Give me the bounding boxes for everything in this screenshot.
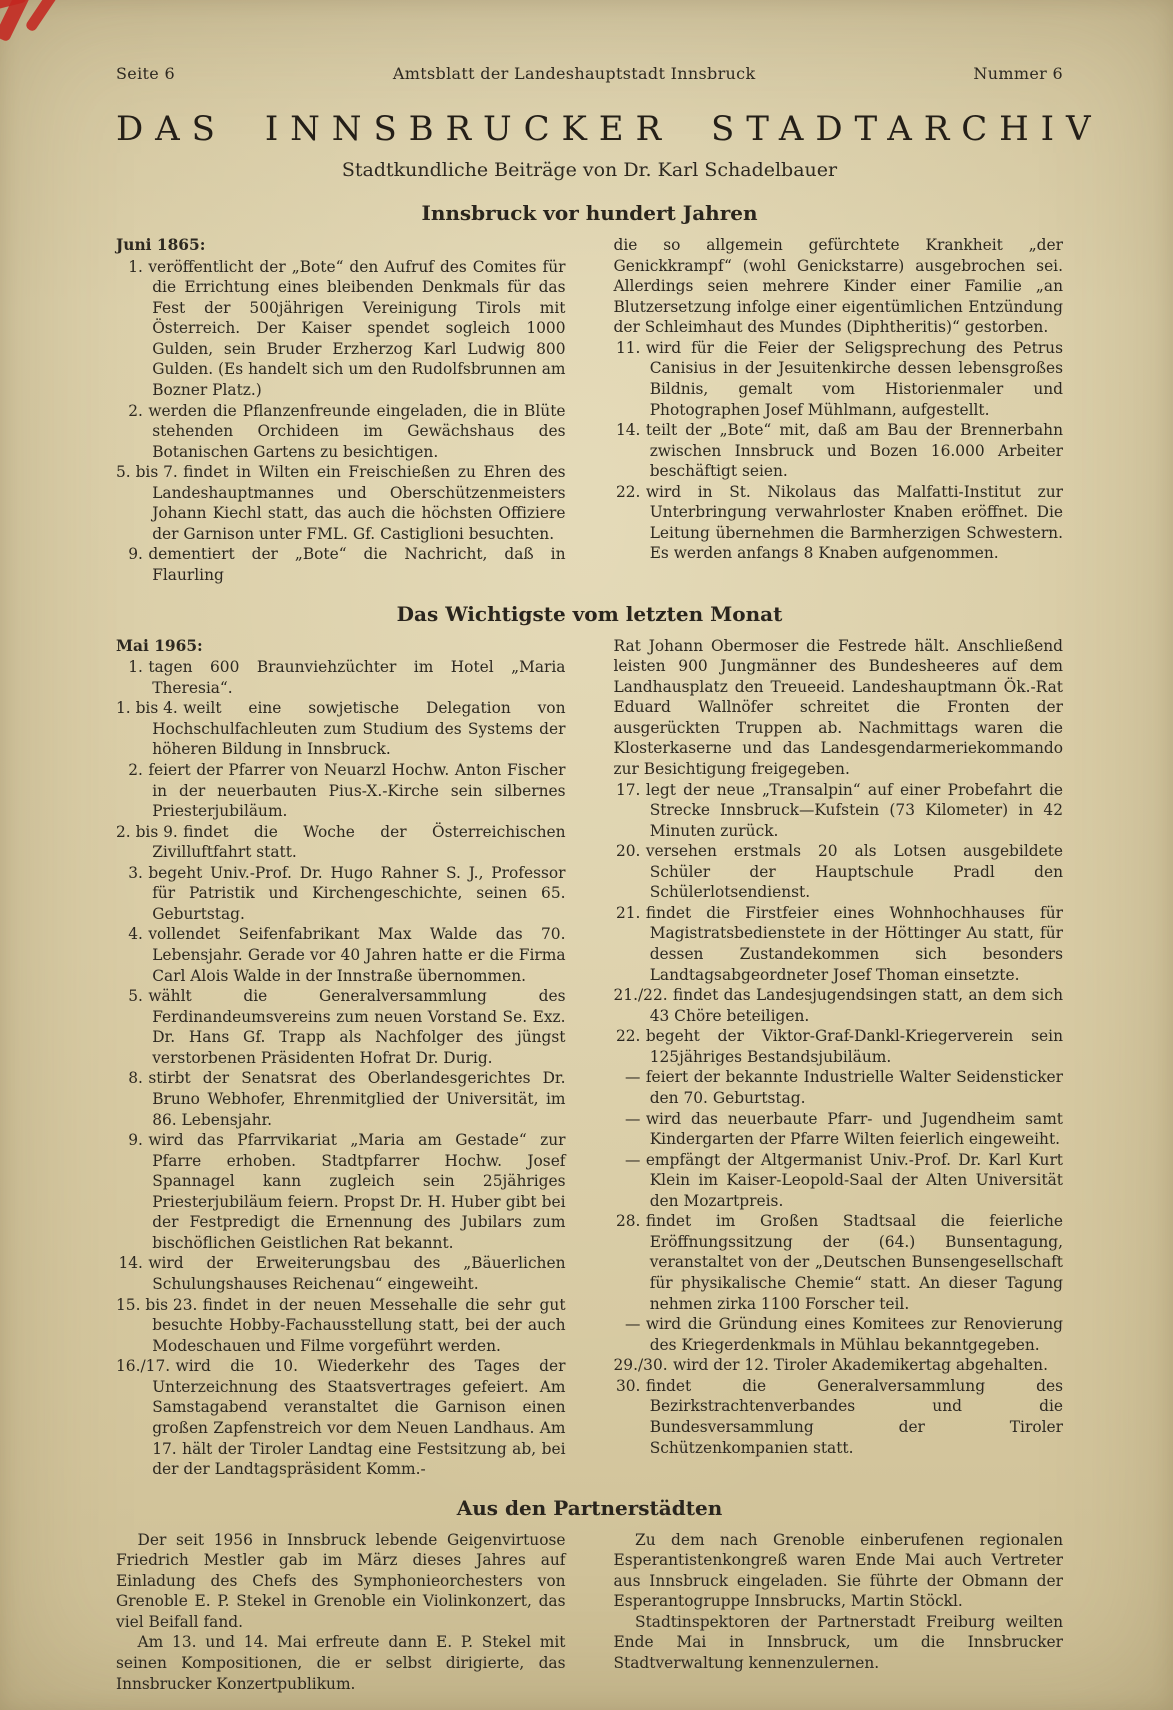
running-header bbox=[116, 64, 1063, 83]
entry-marker: 5. bis 7. bbox=[116, 463, 178, 482]
entry-marker: 2. bbox=[128, 760, 143, 779]
entry-item: 3. begeht Univ.-Prof. Dr. Hugo Rahner S. J., Professor für Patristik und Kirchengeschichte, seinen 65. Geburtstag. bbox=[116, 863, 566, 925]
right-column bbox=[614, 1530, 1064, 1695]
section-3 bbox=[116, 1496, 1063, 1695]
two-columns bbox=[116, 636, 1063, 1480]
paragraph: Der seit 1956 in Innsbruck lebende Geigenvirtuose Friedrich Mestler gab im März dieses Jahres auf Einladung des Chefs des Symphonieorchesters von Grenoble E. P. Stekel in Grenoble ein Violinkonzert, das viel Beifall fand. bbox=[116, 1530, 566, 1631]
left-column bbox=[116, 235, 566, 586]
entry-item: 1. tagen 600 Braunviehzüchter im Hotel „Maria Theresia“. bbox=[116, 657, 566, 698]
entry-item: 14. teilt der „Bote“ mit, daß am Bau der Brennerbahn zwischen Innsbruck und Bozen 16.000 Arbeiter beschäftigt seien. bbox=[614, 420, 1064, 482]
entry-marker: 29./30. bbox=[613, 1356, 668, 1375]
entry-item: 9. dementiert der „Bote“ die Nachricht, daß in Flaurling bbox=[116, 544, 566, 585]
entry-marker: 9. bbox=[128, 545, 143, 564]
entry-item: 1. veröffentlicht der „Bote“ den Aufruf des Comites für die Errichtung eines bleibenden Denkmals für das Fest der 500jährigen Vereinigung Tirols mit Österreich. Der Kaiser spendet sogleich 1000 Gulden, sein Bruder Erzherzog Karl Ludwig 800 Gulden. (Es handelt sich um den Rudolfsbrunnen am Bozner Platz.) bbox=[116, 257, 566, 401]
entry-item: 2. bis 9. findet die Woche der Österreichischen Zivilluftfahrt statt. bbox=[116, 822, 566, 862]
two-columns bbox=[116, 1530, 1063, 1695]
article-title: DAS INNSBRUCKER STADTARCHIV bbox=[116, 109, 1103, 149]
entry-marker: 21. bbox=[615, 903, 641, 922]
entry-item: 8. stirbt der Senatsrat des Oberlandesgerichtes Dr. Bruno Webhofer, Ehrenmitglied der Universität, im 86. Lebensjahr. bbox=[116, 1068, 566, 1130]
section-heading: Das Wichtigste vom letzten Monat bbox=[396, 601, 783, 626]
entry-item: 30. findet die Generalversammlung des Bezirkstrachtenverbandes und die Bundesversammlung der Tiroler Schützenkompanien statt. bbox=[614, 1376, 1064, 1458]
entry-marker: 2. bis 9. bbox=[116, 822, 178, 841]
entry-item: 22. wird in St. Nikolaus das Malfatti-Institut zur Unterbringung verwahrloster Knaben eröffnet. Die Leitung übernehmen die Barmherzigen Schwestern. Es werden anfangs 8 Knaben aufgenommen. bbox=[614, 482, 1064, 564]
paragraph: Am 13. und 14. Mai erfreute dann E. P. Stekel mit seinen Kompositionen, die er selbst dirigierte, das Innsbrucker Konzertpublikum. bbox=[116, 1633, 566, 1693]
entry-marker: 4. bbox=[128, 925, 143, 944]
entry-item: 2. feiert der Pfarrer von Neuarzl Hochw. Anton Fischer in der neuerbauten Pius-X.-Kirche sein silbernes Priesterjubiläum. bbox=[116, 760, 566, 822]
entry-marker: 14. bbox=[118, 1254, 143, 1273]
entry-marker: 30. bbox=[615, 1376, 641, 1395]
entry-item: — feiert der bekannte Industrielle Walter Seidensticker den 70. Geburtstag. bbox=[614, 1067, 1064, 1108]
issue-number: Nummer 6 bbox=[973, 64, 1063, 83]
entry-marker: 11. bbox=[615, 338, 641, 357]
entry-item: — wird die Gründung eines Komitees zur Renovierung des Kriegerdenkmals in Mühlau bekanntgegeben. bbox=[614, 1314, 1064, 1355]
right-column bbox=[614, 636, 1064, 1480]
journal-title: Amtsblatt der Landeshauptstadt Innsbruck bbox=[392, 64, 756, 83]
page-number: Seite 6 bbox=[116, 64, 175, 83]
month-label: Mai 1965: bbox=[116, 636, 203, 655]
paragraph: Zu dem nach Grenoble einberufenen regionalen Esperantistenkongreß waren Ende Mai auch Vertreter aus Innsbruck eingeladen. Sie führte der Obmann der Esperantogruppe Innsbrucks, Martin Stöckl. bbox=[613, 1530, 1063, 1611]
entry-marker: — bbox=[625, 1150, 641, 1169]
entry-item: — wird das neuerbaute Pfarr- und Jugendheim samt Kindergarten der Pfarre Wilten feierlich eingeweiht. bbox=[614, 1109, 1064, 1150]
entry-item: — empfängt der Altgermanist Univ.-Prof. Dr. Karl Kurt Klein im Kaiser-Leopold-Saal der Alten Universität den Mozartpreis. bbox=[614, 1150, 1064, 1212]
entry-marker: 20. bbox=[615, 842, 641, 861]
left-column bbox=[116, 636, 566, 1480]
entry-marker: 5. bbox=[128, 987, 143, 1006]
entry-item: 5. wählt die Generalversammlung des Ferdinandeumsvereins zum neuen Vorstand Se. Exz. Dr. Hans Gf. Trapp als Nachfolger des jüngst verstorbenen Präsidenten Hofrat Dr. Durig. bbox=[116, 986, 566, 1068]
entry-marker: 1. bbox=[128, 257, 143, 276]
entry-item: 22. begeht der Viktor-Graf-Dankl-Kriegerverein sein 125jähriges Bestandsjubiläum. bbox=[614, 1026, 1064, 1067]
entry-item: 17. legt der neue „Transalpin“ auf einer Probefahrt die Strecke Innsbruck—Kufstein (73 Kilometer) in 42 Minuten zurück. bbox=[614, 780, 1064, 842]
left-column bbox=[116, 1530, 566, 1695]
entry-item: 14. wird der Erweiterungsbau des „Bäuerlichen Schulungshauses Reichenau“ eingeweiht. bbox=[116, 1253, 566, 1294]
entry-marker: 9. bbox=[128, 1131, 143, 1150]
sections bbox=[116, 201, 1063, 1694]
entry-marker: 21./22. bbox=[613, 986, 668, 1005]
entry-marker: — bbox=[625, 1068, 641, 1087]
entry-item: 2. werden die Pflanzenfreunde eingeladen, die in Blüte stehenden Orchideen im Gewächshaus des Botanischen Gartens zu besichtigen. bbox=[116, 401, 566, 463]
entry-item: 11. wird für die Feier der Seligsprechung des Petrus Canisius in der Jesuitenkirche dessen lebensgroßes Bildnis, gemalt vom Historienmaler und Photographen Josef Mühlmann, aufgestellt. bbox=[614, 338, 1064, 420]
entry-item: 20. versehen erstmals 20 als Lotsen ausgebildete Schüler der Hauptschule Pradl den Schülerlotsendienst. bbox=[614, 841, 1064, 903]
section-2 bbox=[116, 602, 1063, 1480]
entry-item: 21./22. findet das Landesjugendsingen statt, an dem sich 43 Chöre beteiligen. bbox=[613, 986, 1063, 1025]
entry-marker: 1. bbox=[128, 658, 143, 677]
section-1 bbox=[116, 201, 1063, 586]
entry-marker: 2. bbox=[128, 401, 143, 420]
entry-item: 1. bis 4. weilt eine sowjetische Delegation von Hochschulfachleuten zum Studium des Systems der höheren Bildung in Innsbruck. bbox=[116, 699, 566, 759]
paragraph: die so allgemein gefürchtete Krankheit „der Genickkrampf“ (wohl Genickstarre) ausgebrochen sei. Allerdings seien mehrere Kinder einer Familie „an Blutzersetzung infolge einer eigentümlichen Entzündung der Schleimhaut des Mundes (Diphtheritis)“ gestorben. bbox=[613, 236, 1063, 337]
entry-marker: — bbox=[625, 1109, 641, 1128]
article-subtitle: Stadtkundliche Beiträge von Dr. Karl Schadelbauer bbox=[341, 159, 838, 181]
paragraph: Rat Johann Obermoser die Festrede hält. Anschließend leisten 900 Jungmänner des Bundesheeres auf dem Landhausplatz den Treueeid. Landeshauptmann Ök.-Rat Eduard Wallnöfer schreitet die Fronten der ausgerückten Truppen ab. Nachmittags waren die Klosterkaserne und das Landesgendarmeriekommando zur Besichtigung freigegeben. bbox=[613, 636, 1063, 778]
entry-item: 9. wird das Pfarrvikariat „Maria am Gestade“ zur Pfarre erhoben. Stadtpfarrer Hochw. Josef Spannagel kann zugleich sein 25jähriges Priesterjubiläum feiern. Propst Dr. H. Huber gibt bei der Festpredigt die Ernennung des Jubilars zum bischöflichen Geistlichen Rat bekannt. bbox=[116, 1130, 566, 1253]
section-heading: Aus den Partnerstädten bbox=[456, 1495, 723, 1520]
entry-item: 21. findet die Firstfeier eines Wohnhochhauses für Magistratsbedienstete in der Höttinger Au statt, für dessen Zustandekommen sich besonders Landtagsabgeordneter Josef Thoman einsetzte. bbox=[614, 903, 1064, 985]
entry-item: 5. bis 7. findet in Wilten ein Freischießen zu Ehren des Landeshauptmannes und Oberschützenmeisters Johann Kiechl statt, das auch die höchsten Offiziere der Garnison unter FML. Gf. Castiglioni besuchten. bbox=[116, 463, 566, 543]
red-pen-mark bbox=[24, 0, 62, 33]
entry-marker: 15. bis 23. bbox=[116, 1295, 198, 1314]
entry-marker: 22. bbox=[615, 482, 641, 501]
entry-item: 29./30. wird der 12. Tiroler Akademikertag abgehalten. bbox=[613, 1356, 1048, 1375]
entry-marker: 3. bbox=[128, 863, 143, 882]
entry-marker: 22. bbox=[615, 1027, 641, 1046]
month-label: Juni 1865: bbox=[116, 236, 206, 254]
entry-item: 4. vollendet Seifenfabrikant Max Walde das 70. Lebensjahr. Gerade vor 40 Jahren hatte er die Firma Carl Alois Walde in der Innstraße übernommen. bbox=[116, 924, 566, 986]
entry-item: 16./17. wird die 10. Wiederkehr des Tages der Unterzeichnung des Staatsvertrages gefeiert. Am Samstagabend veranstaltet die Garnison einen großen Zapfenstreich vor dem Neuen Landhaus. Am 17. hält der Tiroler Landtag eine Festsitzung ab, bei der der Landtagspräsident Komm.- bbox=[116, 1357, 566, 1479]
paragraph: Stadtinspektoren der Partnerstadt Freiburg weilten Ende Mai in Innsbruck, um die Innsbrucker Stadtverwaltung kennenzulernen. bbox=[613, 1612, 1063, 1672]
entry-item: 15. bis 23. findet in der neuen Messehalle die sehr gut besuchte Hobby-Fachausstellung statt, bei der auch Modeschauen und Filme vorgeführt werden. bbox=[116, 1295, 566, 1355]
entry-marker: 28. bbox=[615, 1212, 641, 1231]
section-heading: Innsbruck vor hundert Jahren bbox=[421, 201, 758, 225]
two-columns bbox=[116, 235, 1063, 586]
entry-marker: 8. bbox=[128, 1069, 143, 1088]
entry-marker: 16./17. bbox=[116, 1357, 171, 1376]
entry-marker: 14. bbox=[615, 421, 641, 440]
entry-item: 28. findet im Großen Stadtsaal die feierliche Eröffnungssitzung der (64.) Bunsentagung, veranstaltet von der „Deutschen Bunsengesellschaft für physikalische Chemie“ statt. An dieser Tagung nehmen zirka 1100 Forscher teil. bbox=[614, 1211, 1064, 1314]
entry-marker: 17. bbox=[615, 780, 641, 799]
right-column bbox=[614, 235, 1064, 586]
entry-marker: 1. bis 4. bbox=[116, 699, 178, 718]
entry-marker: — bbox=[625, 1315, 641, 1334]
